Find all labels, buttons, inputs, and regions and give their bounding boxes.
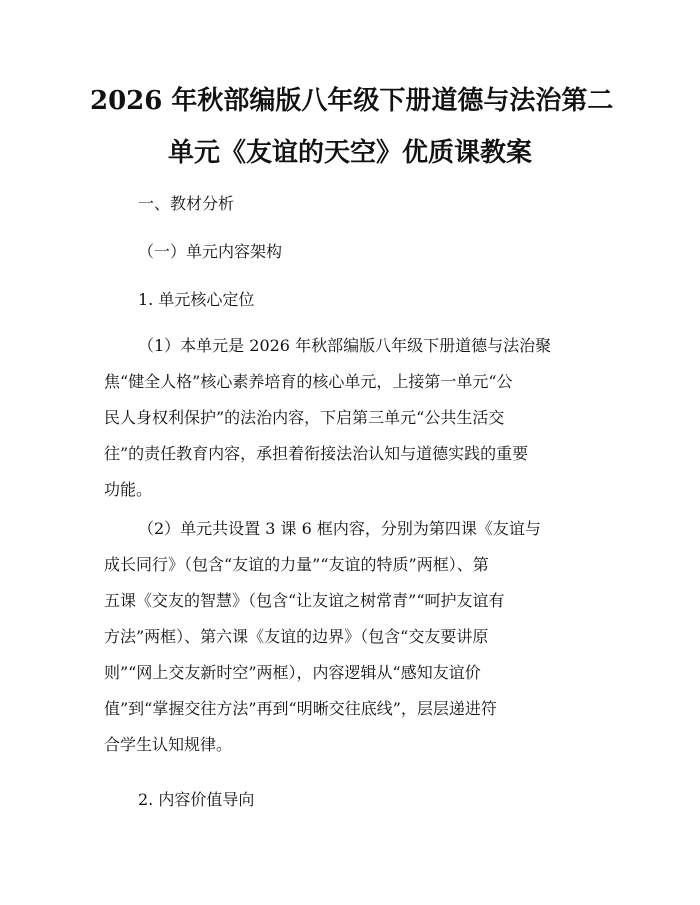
subsection-heading-unit-structure: （一）单元内容架构 bbox=[138, 242, 283, 261]
paragraph-line: 合学生认知规律。 bbox=[104, 735, 233, 754]
item-heading-value-orientation: 2. 内容价值导向 bbox=[138, 790, 255, 809]
document-title-line-2: 单元《友谊的天空》优质课教案 bbox=[167, 138, 532, 168]
item-heading-core-positioning: 1. 单元核心定位 bbox=[138, 290, 255, 309]
section-heading-textbook-analysis: 一、教材分析 bbox=[138, 194, 235, 213]
paragraph-line: 值”到“掌握交往方法”再到“明晰交往底线”，层层递进符 bbox=[104, 699, 497, 718]
paragraph-line: （1）本单元是 2026 年秋部编版八年级下册道德与法治聚 bbox=[138, 336, 552, 355]
paragraph-line: （2）单元共设置 3 课 6 框内容，分别为第四课《友谊与 bbox=[138, 519, 541, 538]
paragraph-line: 则”“网上交友新时空”两框），内容逻辑从“感知友谊价 bbox=[104, 663, 481, 682]
paragraph-line: 往”的责任教育内容，承担着衔接法治认知与道德实践的重要 bbox=[104, 444, 529, 463]
paragraph-line: 五课《交友的智慧》（包含“让友谊之树常青”“呵护友谊有 bbox=[104, 591, 505, 610]
paragraph-line: 焦“健全人格”核心素养培育的核心单元，上接第一单元“公 bbox=[104, 372, 513, 391]
paragraph-line: 民人身权利保护”的法治内容，下启第三单元“公共生活交 bbox=[104, 408, 505, 427]
paragraph-line: 成长同行》（包含“友谊的力量”“友谊的特质”两框）、第 bbox=[104, 555, 489, 574]
paragraph-line: 方法”两框）、第六课《友谊的边界》（包含“交友要讲原 bbox=[104, 627, 489, 646]
document-title-line-1: 2026 年秋部编版八年级下册道德与法治第二 bbox=[90, 86, 614, 116]
paragraph-line: 功能。 bbox=[104, 480, 153, 499]
